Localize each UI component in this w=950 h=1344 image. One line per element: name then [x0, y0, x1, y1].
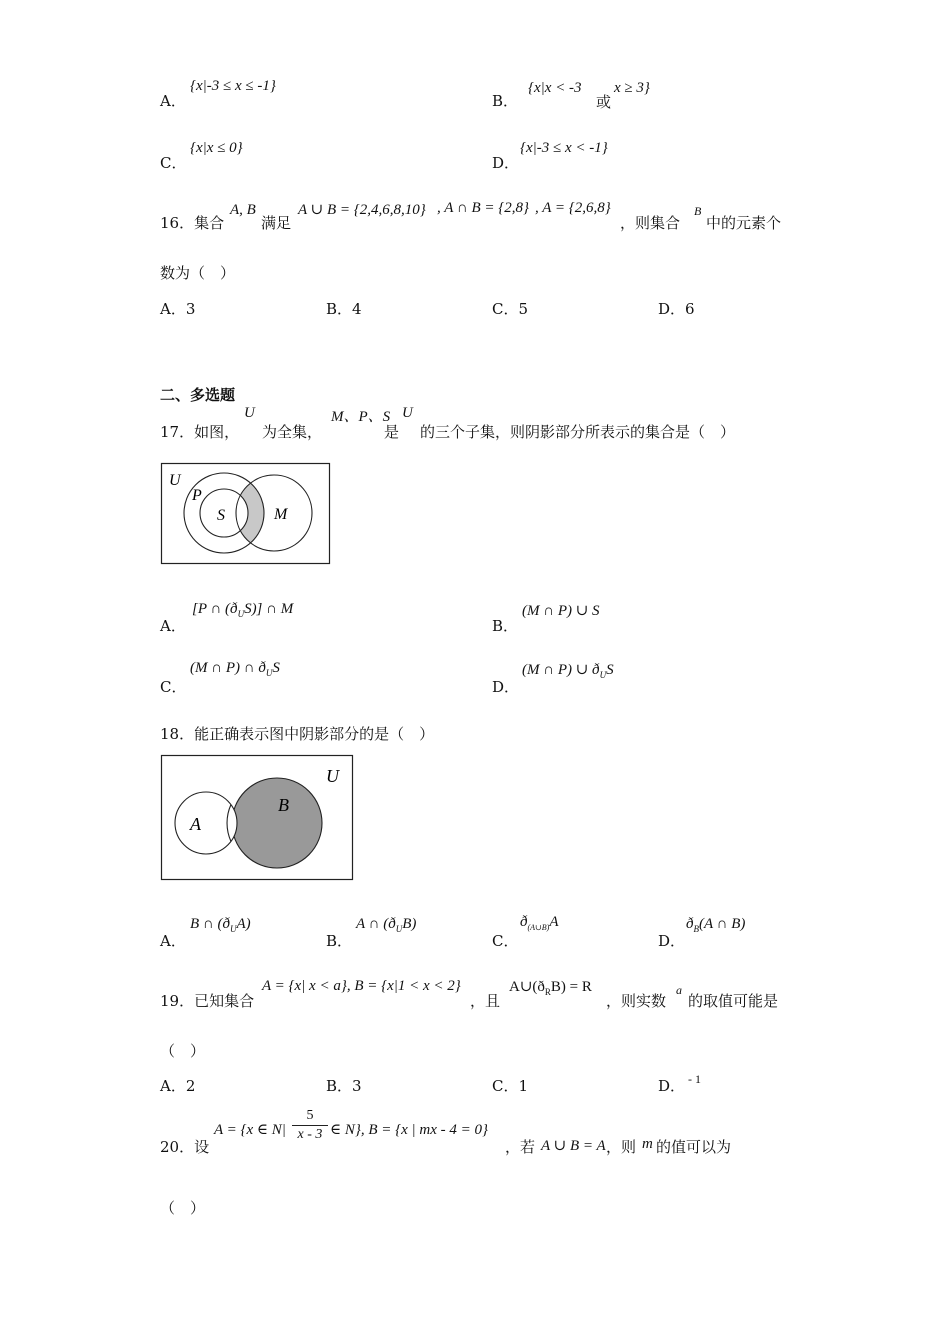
q19-line2: （ ）: [160, 1042, 206, 1060]
q20-t2: ，则: [606, 1138, 637, 1156]
q17-option-b[interactable]: B．: [492, 617, 519, 635]
q19-t2: ，则实数: [606, 992, 667, 1010]
q16-option-a[interactable]: A．3: [160, 300, 196, 318]
venn-label-m: M: [274, 506, 288, 523]
q16-tail2: 中的元素个: [706, 214, 782, 232]
option-label: C．: [160, 154, 187, 172]
q17-t2: 是: [384, 423, 400, 441]
q19-option-c[interactable]: C．1: [492, 1077, 529, 1095]
fraction-denominator: x - 3: [297, 1127, 323, 1142]
q17-option-a-math: [P ∩ $(ð_US)$] ∩ M: [192, 601, 294, 619]
subscript: U: [237, 609, 245, 619]
q18-option-b-math: A ∩ $(ð_UB)$: [356, 916, 417, 934]
q16-tail: ，则集合: [620, 214, 681, 232]
q15-option-b-math1: {x|x < -3: [528, 80, 582, 96]
venn-circle-b: [232, 778, 322, 868]
fraction-numerator: 5: [306, 1108, 314, 1123]
q19-option-d[interactable]: D．: [658, 1077, 686, 1095]
q19-option-a[interactable]: A．2: [160, 1077, 196, 1095]
venn-label-p: P: [192, 487, 202, 504]
q16-option-b[interactable]: B．4: [326, 300, 362, 318]
q18-option-b[interactable]: B．: [326, 932, 353, 950]
q15-option-b-math2: x ≥ 3}: [614, 80, 650, 96]
q17-venn-diagram: [160, 462, 332, 566]
q17-option-c[interactable]: C．: [160, 678, 187, 696]
q15-option-d-math: {x|-3 ≤ x < -1}: [520, 140, 608, 156]
q17-option-d[interactable]: D．: [492, 678, 520, 696]
q18-venn-diagram: [160, 754, 356, 882]
q18-option-c[interactable]: C．: [492, 932, 519, 950]
q18-option-c-math: $ð_{(A\cup B)}A$: [520, 914, 559, 932]
q17-U2: U: [402, 405, 413, 421]
q15-option-a-math: {x|-3 ≤ x ≤ -1}: [190, 78, 276, 94]
q19-t1: ，且: [470, 992, 501, 1010]
q19-cond: $A\cup(ð_RB) = R$: [509, 979, 592, 997]
q18-option-a[interactable]: A．: [160, 932, 186, 950]
q16-set-b: B: [694, 204, 702, 218]
q15-option-b[interactable]: [492, 90, 518, 111]
q15-option-b-or: 或: [596, 93, 612, 111]
option-label: A．: [160, 92, 186, 110]
q17-option-d-math: (M ∩ P) ∪ $ð_US$: [522, 662, 614, 680]
venn-label-s: S: [217, 507, 225, 524]
q19-a: a: [676, 983, 682, 997]
q19-t3: 的取值可能是: [688, 992, 779, 1010]
q18-text: 18．能正确表示图中阴影部分的是（ ）: [160, 725, 435, 743]
option-label: D．: [492, 154, 520, 172]
q16-sets: A, B: [230, 202, 256, 218]
q16-option-c[interactable]: C．5: [492, 300, 529, 318]
q17-option-c-math: (M ∩ P) ∩ $ð_US$: [190, 660, 280, 678]
q20-t3: 的值可以为: [656, 1138, 732, 1156]
q18-option-d[interactable]: D．: [658, 932, 686, 950]
q16-option-d[interactable]: D．6: [658, 300, 695, 318]
q20-set-a-start: A = {x ∈ N|: [214, 1122, 286, 1138]
q20-line2: （ ）: [160, 1199, 206, 1217]
q17-text: 17．如图，: [160, 423, 240, 441]
q19-sets: A = {x| x < a}, B = {x|1 < x < 2}: [262, 978, 461, 994]
q20-set-a-end: ∈ N}, B = {x | mx - 4 = 0}: [330, 1122, 489, 1138]
venn-circle-a: [175, 792, 237, 854]
q20-cond: A ∪ B = A: [541, 1138, 606, 1154]
q17-U: U: [244, 405, 255, 421]
q15-option-c-math: {x|x ≤ 0}: [190, 140, 243, 156]
q19-text: 19．已知集合: [160, 992, 255, 1010]
q16-cond3: , A = {2,6,8}: [535, 200, 611, 216]
q16-cond1: A ∪ B = {2,4,6,8,10}: [298, 202, 426, 218]
q17-option-a[interactable]: A．: [160, 617, 186, 635]
q17-option-b-math: (M ∩ P) ∪ S: [522, 603, 600, 619]
q18-option-d-math: $ð_B(A$ ∩ B): [686, 916, 746, 934]
venn-label-a: A: [190, 814, 201, 834]
q17-t1: 为全集，: [262, 423, 323, 441]
option-label: B．: [492, 92, 519, 110]
q20-fraction: [292, 1108, 328, 1143]
q17-sets: M、P、S: [331, 409, 391, 425]
q20-t1: ，若: [505, 1138, 536, 1156]
q16-satisfy: 满足: [261, 214, 292, 232]
q20-m: m: [642, 1136, 653, 1152]
q16-cond2: , A ∩ B = {2,8}: [437, 200, 529, 216]
q15-option-c[interactable]: [160, 152, 186, 173]
venn-label-b: B: [278, 795, 289, 815]
q19-option-d-value: - 1: [688, 1072, 701, 1086]
section-title: 二、多选题: [160, 386, 236, 404]
q16-line2: 数为（ ）: [160, 264, 236, 282]
q18-option-a-math: B ∩ $(ð_UA)$: [190, 916, 251, 934]
q15-option-d[interactable]: [492, 152, 519, 173]
q16-text: 16．集合: [160, 214, 225, 232]
venn-label-u: U: [326, 766, 339, 786]
q15-option-a[interactable]: [160, 90, 186, 111]
fraction-bar: [292, 1125, 328, 1126]
q19-option-b[interactable]: B．3: [326, 1077, 362, 1095]
q17-t3: 的三个子集，则阴影部分所表示的集合是（ ）: [420, 423, 736, 441]
q20-text: 20．设: [160, 1138, 210, 1156]
venn-label-u: U: [169, 472, 181, 489]
